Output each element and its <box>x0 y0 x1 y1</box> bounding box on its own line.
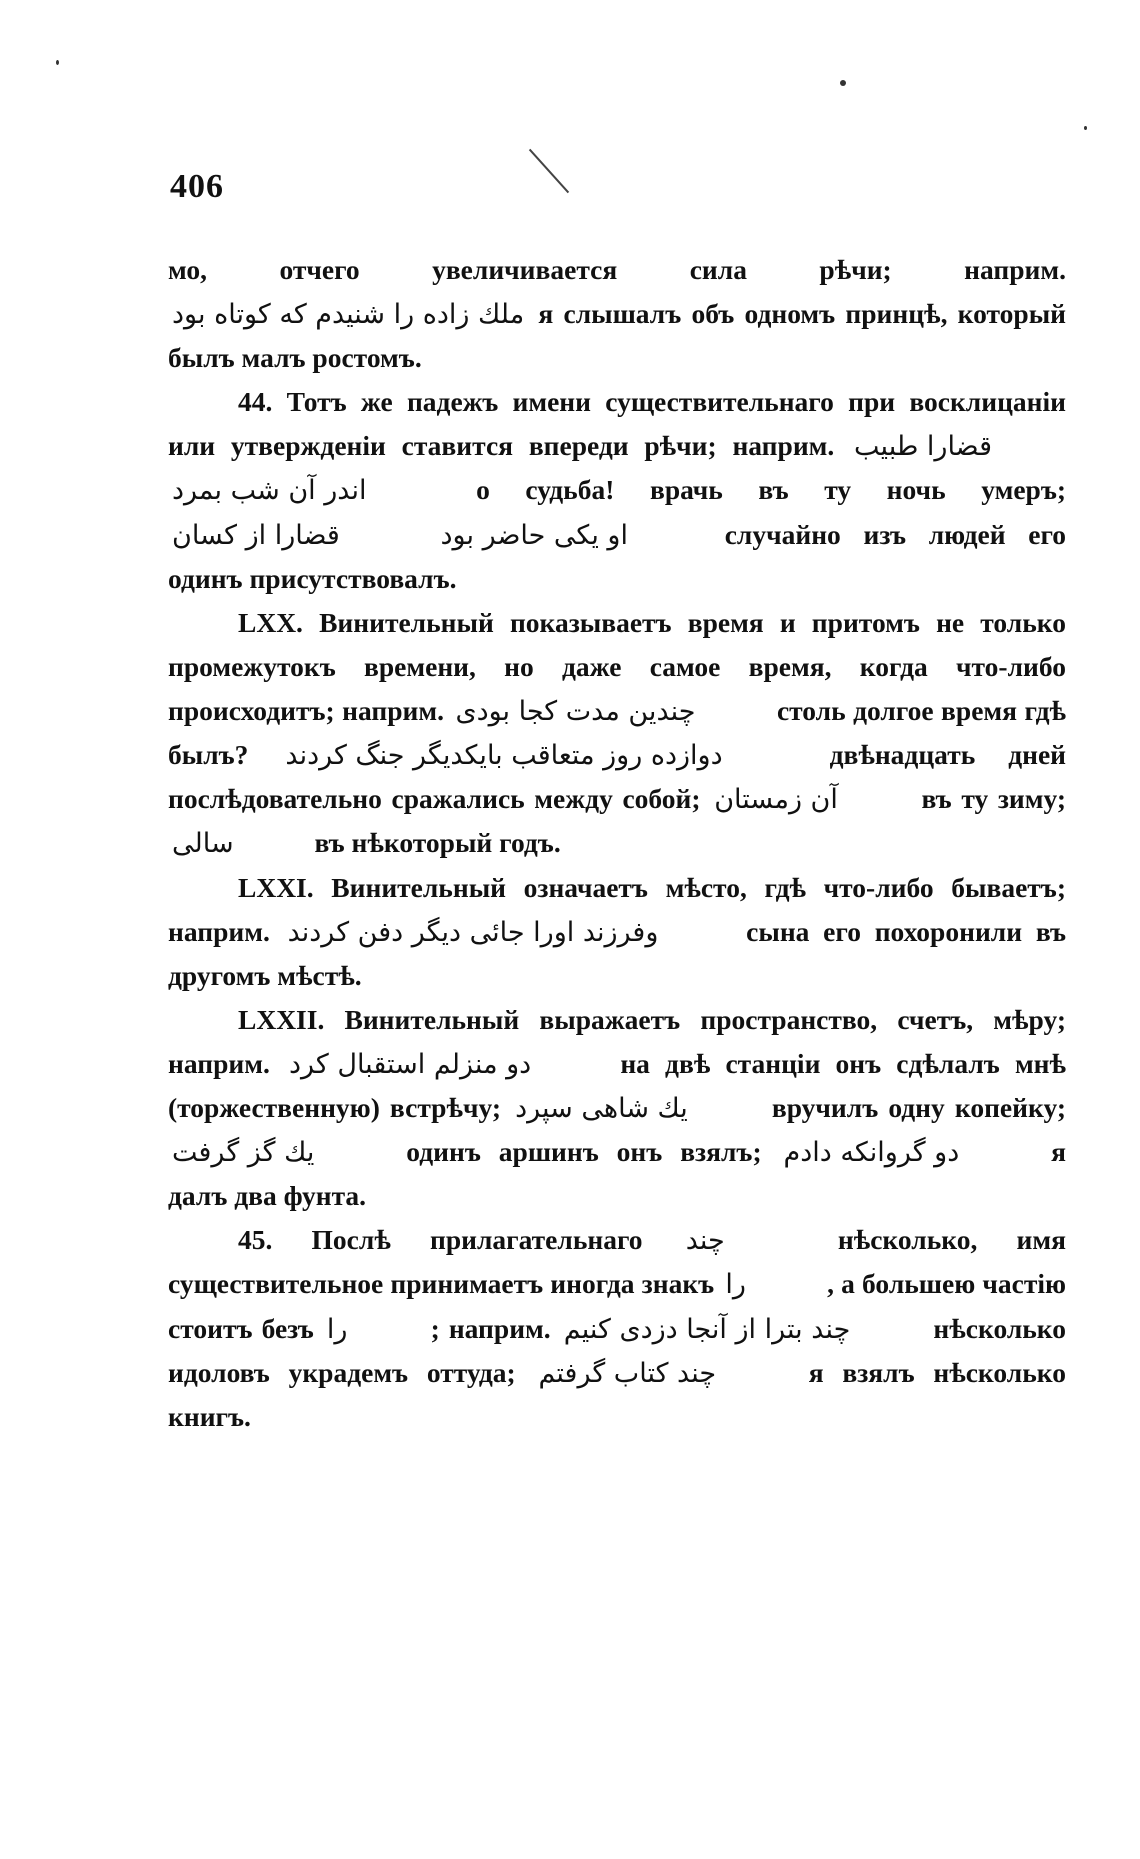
paragraph <box>168 998 1066 1219</box>
text-run: столь долгое время гдѣ былъ? <box>168 694 1067 770</box>
persian-phrase: دو گروانكه دادم <box>783 1137 960 1169</box>
persian-phrase: چند بترا از آنجا دزدى كنيم <box>563 1313 851 1345</box>
scan-speck <box>840 80 846 86</box>
text-run: LXXII. Винительный выражаетъ пространство, счетъ, мѣру; наприм. <box>168 1003 1066 1079</box>
persian-phrase: را <box>725 1269 746 1301</box>
text-run: LXX. Винительный показываетъ время и притомъ не только промежутокъ времени, но даже самое время, когда что-либо происходитъ; наприм. <box>168 606 1066 726</box>
text-run: , а большею частію стоитъ безъ <box>168 1268 1067 1344</box>
scan-mark <box>529 149 569 193</box>
paragraph <box>168 1218 1066 1439</box>
persian-phrase: را <box>326 1313 348 1345</box>
text-run: нѣсколько идоловъ украдемъ оттуда; <box>168 1312 1067 1388</box>
persian-phrase: چند <box>685 1225 725 1257</box>
text-run: въ нѣкоторый годъ. <box>314 827 561 859</box>
persian-phrase: ملك زاده را شنیدم كه كوتاه بود <box>172 299 525 330</box>
paragraph <box>168 601 1066 866</box>
text-run: сына его похоронили въ другомъ мѣстѣ. <box>168 915 1067 991</box>
text-run: о судьба! врачь въ ту ночь умеръ; <box>476 474 1067 506</box>
text-run: въ ту зиму; <box>921 783 1067 815</box>
text-run: двѣнадцать дней послѣдовательно сражались между собой; <box>168 738 1067 815</box>
text-run: мо, отчего увеличивается сила рѣчи; наприм. <box>168 254 1066 285</box>
persian-phrase: سالى <box>172 828 234 860</box>
persian-phrase: دو منزلم استقبال كرد <box>288 1048 532 1080</box>
persian-phrase: چندين مدت كجا بودى <box>455 695 696 727</box>
persian-phrase: چند كتاب گرفتم <box>538 1357 717 1389</box>
text-run: нѣсколько, имя существительное принимаетъ иногда знакъ <box>168 1224 1066 1300</box>
text-run: я далъ два фунта. <box>168 1136 1067 1212</box>
text-run: я слышалъ объ одномъ принцѣ, который былъ малъ ростомъ. <box>168 298 1067 374</box>
persian-phrase: او يكى حاضر بود <box>440 519 628 551</box>
persian-phrase: اندر آن شب بمرد <box>172 475 367 507</box>
scan-speck <box>1084 126 1087 130</box>
persian-phrase: آن زمستان <box>714 784 838 816</box>
paragraph <box>168 866 1066 998</box>
text-run: я взялъ нѣсколько книгъ. <box>168 1356 1066 1432</box>
persian-phrase: يك گز گرفت <box>172 1137 315 1169</box>
text-run: случайно изъ людей его одинъ присутствовалъ. <box>168 518 1067 594</box>
text-run: ; наприм. <box>430 1312 551 1344</box>
page-number: 406 <box>170 168 224 205</box>
paragraph <box>168 248 1066 380</box>
persian-phrase: دوازده روز متعاقب بايكديگر جنگ كردند <box>285 739 723 771</box>
text-run: вручилъ одну копейку; <box>771 1091 1066 1123</box>
scan-speck <box>56 60 59 65</box>
text-run: одинъ аршинъ онъ взялъ; <box>406 1136 762 1168</box>
persian-phrase: قضارا طبيب <box>854 431 992 463</box>
page-body <box>168 248 1066 1439</box>
persian-phrase: قضارا از كسان <box>172 519 340 551</box>
text-run: на двѣ станціи онъ сдѣлалъ мнѣ (торжественную) встрѣчу; <box>168 1047 1067 1123</box>
persian-phrase: يك شاهى سپرد <box>515 1092 688 1124</box>
persian-phrase: وفرزند اورا جائى ديگر دفن كردند <box>287 916 659 948</box>
text-run: LXXI. Винительный означаетъ мѣсто, гдѣ что-либо бываетъ; наприм. <box>168 871 1066 947</box>
text-run: 44. Тотъ же падежъ имени существительнаго при восклицаніи или утвержденіи ставится впереди рѣчи; наприм. <box>168 386 1066 462</box>
paragraph <box>168 380 1066 601</box>
text-run: 45. Послѣ прилагательнаго <box>238 1224 643 1256</box>
